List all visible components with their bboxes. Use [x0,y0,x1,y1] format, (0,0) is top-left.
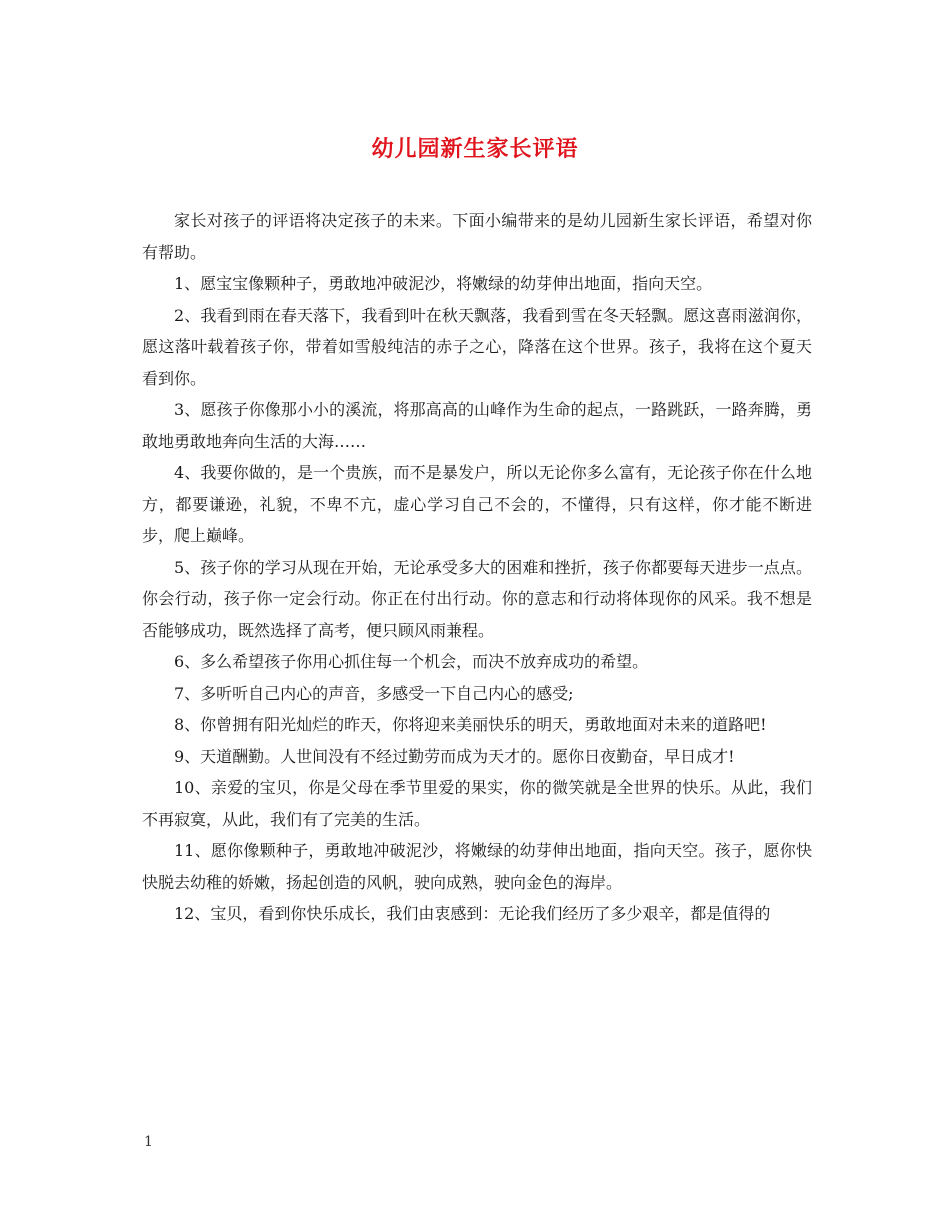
comment-paragraph-10: 10、亲爱的宝贝，你是父母在季节里爱的果实，你的微笑就是全世界的快乐。从此，我们不再寂寞，从此，我们有了完美的生活。 [142,778,812,829]
comment-paragraph-1: 1、愿宝宝像颗种子，勇敢地冲破泥沙，将嫩绿的幼芽伸出地面，指向天空。 [174,274,713,293]
document-title: 幼儿园新生家长评语 [371,136,579,162]
comment-paragraph-5: 5、孩子你的学习从现在开始，无论承受多大的困难和挫折，孩子你都要每天进步一点点。你会行动，孩子你一定会行动。你正在付出行动。你的意志和行动将体现你的风采。我不想是否能够成功，既然选择了高考，便只顾风雨兼程。 [142,557,812,640]
comment-paragraph-2: 2、我看到雨在春天落下，我看到叶在秋天飘落，我看到雪在冬天轻飘。愿这喜雨滋润你，愿这落叶载着孩子你，带着如雪般纯洁的赤子之心，降落在这个世界。孩子，我将在这个夏天看到你。 [142,305,812,388]
comment-paragraph-9: 9、天道酬勤。人世间没有不经过勤劳而成为天才的。愿你日夜勤奋，早日成才! [174,746,735,766]
comment-paragraph-7: 7、多听听自己内心的声音，多感受一下自己内心的感受; [174,683,574,703]
comment-paragraph-8: 8、你曾拥有阳光灿烂的昨天，你将迎来美丽快乐的明天，勇敢地面对未来的道路吧! [174,715,767,734]
comment-paragraph-6: 6、多么希望孩子你用心抓住每一个机会，而决不放弃成功的希望。 [174,652,649,671]
page-number: 1 [144,1134,153,1150]
comment-paragraph-3: 3、愿孩子你像那小小的溪流，将那高高的山峰作为生命的起点，一路跳跃，一路奔腾，勇敢地勇敢地奔向生活的大海…… [142,400,812,451]
intro-paragraph: 家长对孩子的评语将决定孩子的未来。下面小编带来的是幼儿园新生家长评语，希望对你有帮助。 [142,211,812,262]
comment-paragraph-4: 4、我要你做的，是一个贵族，而不是暴发户，所以无论你多么富有，无论孩子你在什么地方，都要谦逊，礼貌，不卑不亢，虚心学习自己不会的，不懂得，只有这样，你才能不断进步，爬上巅峰。 [142,463,812,545]
comment-paragraph-12: 12、宝贝，看到你快乐成长，我们由衷感到：无论我们经历了多少艰辛，都是值得的 [174,904,771,923]
document-body [142,205,812,930]
comment-paragraph-11: 11、愿你像颗种子，勇敢地冲破泥沙，将嫩绿的幼芽伸出地面，指向天空。孩子，愿你快快脱去幼稚的娇嫩，扬起创造的风帆，驶向成熟，驶向金色的海岸。 [142,841,812,892]
